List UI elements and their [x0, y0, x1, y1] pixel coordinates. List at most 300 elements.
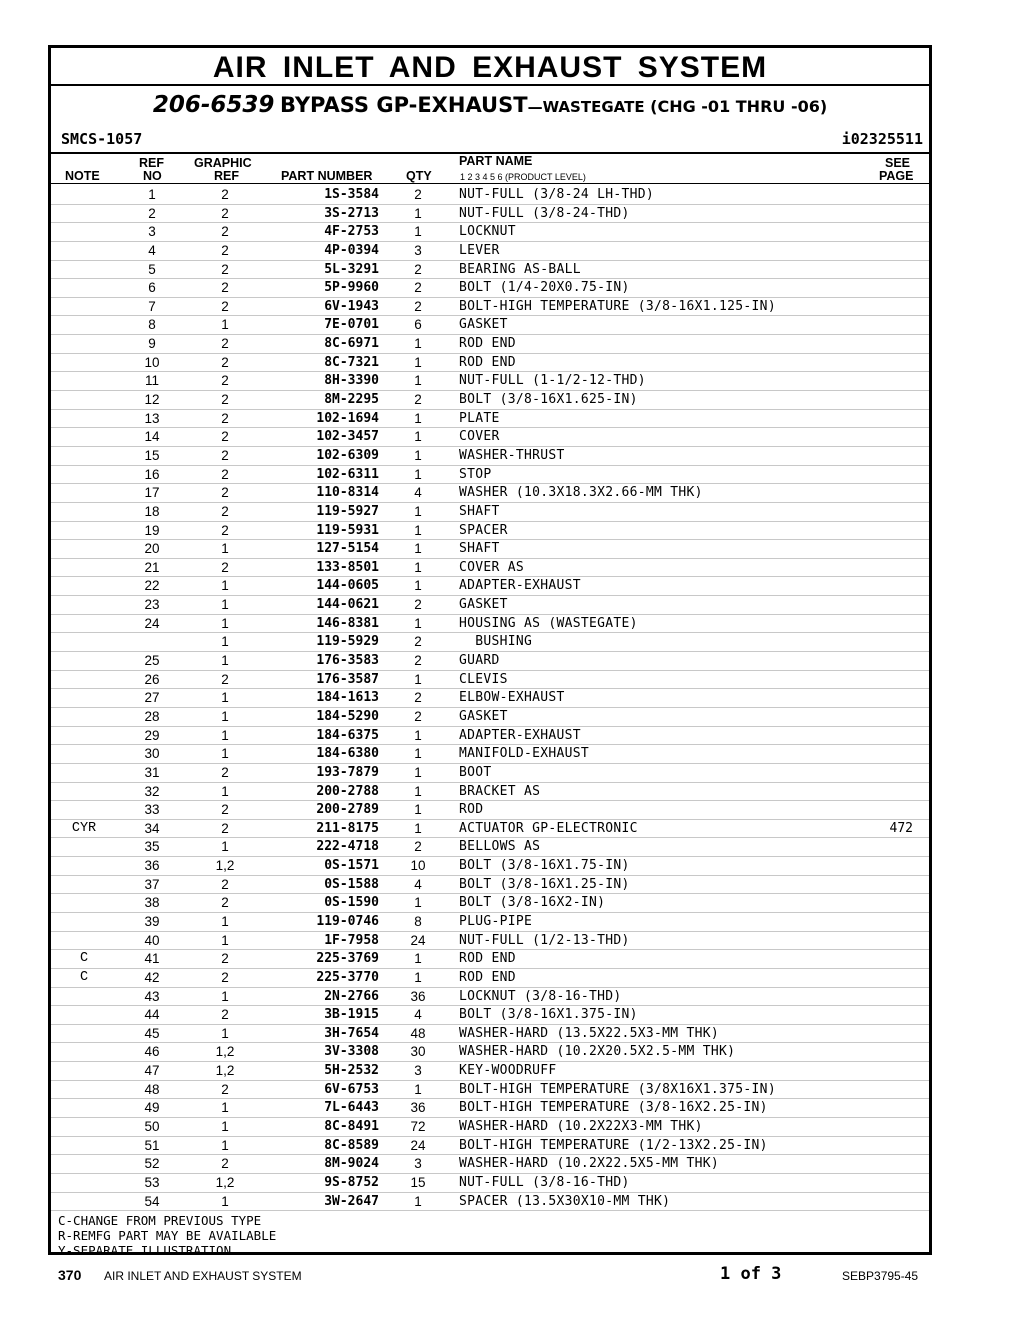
table-row — [51, 708, 929, 727]
row-ref-number: 10 — [144, 354, 160, 370]
row-ref-number: 4 — [148, 242, 156, 258]
row-graphic-ref: 2 — [221, 876, 229, 892]
row-quantity: 2 — [414, 298, 422, 314]
row-part-number: 0S-1588 — [324, 876, 379, 892]
row-part-number: 3W-2647 — [324, 1193, 379, 1209]
row-part-number: 8M-2295 — [324, 392, 379, 408]
table-row — [51, 652, 929, 671]
row-part-name: BELLOWS AS — [459, 839, 541, 855]
row-part-name: ROD END — [459, 354, 516, 370]
row-part-number: 176-3587 — [316, 671, 379, 687]
table-row — [51, 428, 929, 447]
row-part-number: 211-8175 — [316, 820, 379, 836]
row-part-number: 176-3583 — [316, 653, 379, 669]
row-quantity: 2 — [414, 261, 422, 277]
row-part-number: 200-2789 — [316, 802, 379, 818]
row-graphic-ref: 1 — [221, 1193, 229, 1209]
row-ref-number: 5 — [148, 261, 156, 277]
row-quantity: 1 — [414, 671, 422, 687]
row-part-number: 144-0605 — [316, 578, 379, 594]
row-part-number: 8C-8491 — [324, 1119, 379, 1135]
row-graphic-ref: 2 — [221, 503, 229, 519]
table-row — [51, 1081, 929, 1100]
row-ref-number: 52 — [144, 1156, 160, 1172]
row-ref-number: 48 — [144, 1081, 160, 1097]
parts-list-frame — [48, 45, 932, 1258]
row-ref-number: 11 — [144, 373, 159, 389]
row-graphic-ref: 2 — [221, 261, 229, 277]
row-part-number: 184-6380 — [316, 746, 379, 762]
row-part-name: WASHER-HARD (13.5X22.5X3-MM THK) — [459, 1025, 720, 1041]
row-ref-number: 40 — [144, 932, 160, 948]
col-header-graphic-top: GRAPHIC — [194, 156, 252, 170]
row-part-name: GASKET — [459, 597, 508, 613]
row-part-number: 4P-0394 — [324, 242, 379, 258]
table-row — [51, 522, 929, 541]
row-graphic-ref: 2 — [221, 951, 229, 967]
row-part-name: COVER AS — [459, 559, 525, 575]
table-row — [51, 1193, 929, 1212]
row-graphic-ref: 1,2 — [215, 1044, 235, 1060]
row-graphic-ref: 1 — [221, 913, 229, 929]
row-quantity: 4 — [414, 1007, 422, 1023]
row-quantity: 1 — [414, 541, 422, 557]
row-part-number: 0S-1590 — [324, 895, 379, 911]
row-ref-number: 53 — [144, 1174, 160, 1190]
table-row — [51, 1062, 929, 1081]
row-part-number: 119-5927 — [316, 503, 379, 519]
row-graphic-ref: 1 — [221, 615, 229, 631]
row-see-page: 472 — [889, 820, 913, 836]
row-part-name: SPACER (13.5X30X10-MM THK) — [459, 1193, 671, 1209]
row-part-number: 1S-3584 — [324, 187, 379, 202]
row-note: C — [79, 969, 89, 985]
row-graphic-ref: 1 — [221, 578, 229, 594]
row-part-number: 193-7879 — [316, 764, 379, 780]
row-quantity: 1 — [414, 802, 422, 818]
row-part-name: NUT-FULL (1/2-13-THD) — [459, 932, 630, 948]
row-quantity: 48 — [410, 1025, 426, 1041]
row-graphic-ref: 1 — [221, 932, 229, 948]
row-ref-number: 27 — [144, 690, 160, 706]
row-quantity: 1 — [414, 1193, 422, 1209]
row-graphic-ref: 1 — [221, 708, 229, 724]
row-part-number: 184-5290 — [316, 708, 379, 724]
row-graphic-ref: 1,2 — [215, 1174, 235, 1190]
row-quantity: 1 — [414, 354, 422, 370]
row-quantity: 24 — [410, 932, 426, 948]
row-quantity: 2 — [414, 392, 422, 408]
group-heading — [51, 92, 929, 118]
col-header-see-top: SEE — [885, 156, 911, 170]
row-part-number: 3H-7654 — [324, 1025, 379, 1041]
row-quantity: 1 — [414, 447, 422, 463]
table-row — [51, 913, 929, 932]
row-quantity: 1 — [414, 410, 422, 426]
row-part-number: 102-3457 — [316, 429, 379, 445]
group-part-name: BYPASS GP-EXHAUST — [279, 93, 528, 117]
table-row — [51, 969, 929, 988]
row-quantity: 1 — [414, 783, 422, 799]
row-part-number: 9S-8752 — [324, 1174, 379, 1190]
table-row — [51, 279, 929, 298]
row-quantity: 1 — [414, 522, 422, 538]
table-row — [51, 801, 929, 820]
row-ref-number: 6 — [148, 280, 156, 296]
row-graphic-ref: 2 — [221, 522, 229, 538]
footer-section-title: AIR INLET AND EXHAUST SYSTEM — [104, 1269, 302, 1283]
row-graphic-ref: 1 — [221, 317, 229, 333]
row-part-name: BOOT — [459, 764, 492, 780]
row-ref-number: 42 — [144, 969, 160, 985]
row-graphic-ref: 2 — [221, 429, 229, 445]
row-ref-number: 38 — [144, 895, 160, 911]
row-graphic-ref: 2 — [221, 1156, 229, 1172]
row-ref-number: 39 — [144, 913, 160, 929]
row-graphic-ref: 1 — [221, 690, 229, 706]
row-ref-number: 18 — [144, 503, 160, 519]
row-part-number: 3B-1915 — [324, 1007, 379, 1023]
table-row — [51, 764, 929, 783]
col-header-part-name: PART NAME — [459, 154, 533, 168]
table-row — [51, 633, 929, 652]
table-row — [51, 261, 929, 280]
row-part-name: KEY-WOODRUFF — [459, 1063, 557, 1079]
row-quantity: 30 — [410, 1044, 426, 1060]
table-row — [51, 932, 929, 951]
row-ref-number: 50 — [144, 1119, 160, 1135]
table-row — [51, 298, 929, 317]
row-graphic-ref: 2 — [221, 298, 229, 314]
row-part-number: 184-1613 — [316, 690, 379, 706]
row-graphic-ref: 2 — [221, 447, 229, 463]
row-part-name: BEARING AS-BALL — [459, 261, 581, 277]
row-part-number: 146-8381 — [316, 615, 379, 631]
row-quantity: 1 — [414, 1081, 422, 1097]
row-ref-number: 12 — [144, 392, 160, 408]
col-header-product-level: 1 2 3 4 5 6 (PRODUCT LEVEL) — [460, 172, 586, 182]
table-row — [51, 1174, 929, 1193]
row-part-name: SPACER — [459, 522, 508, 538]
row-quantity: 1 — [414, 764, 422, 780]
row-graphic-ref: 2 — [221, 373, 229, 389]
row-part-name: WASHER (10.3X18.3X2.66-MM THK) — [459, 485, 703, 501]
row-quantity: 3 — [414, 1063, 422, 1079]
row-graphic-ref: 2 — [221, 559, 229, 575]
row-quantity: 2 — [414, 634, 422, 650]
row-quantity: 2 — [414, 708, 422, 724]
row-quantity: 4 — [414, 485, 422, 501]
footer-doc-number: SEBP3795-45 — [842, 1269, 919, 1283]
table-row — [51, 1025, 929, 1044]
table-row — [51, 1099, 929, 1118]
legend-item: R-REMFG PART MAY BE AVAILABLE — [58, 1228, 277, 1243]
row-note: CYR — [71, 820, 97, 836]
row-quantity: 6 — [414, 317, 422, 333]
table-row — [51, 242, 929, 261]
row-part-name: NUT-FULL (3/8-24 LH-THD) — [459, 187, 655, 202]
row-part-name: BUSHING — [459, 634, 533, 650]
row-quantity: 1 — [414, 224, 422, 240]
row-part-number: 5H-2532 — [324, 1063, 379, 1079]
row-part-number: 225-3769 — [316, 951, 379, 967]
row-part-number: 127-5154 — [316, 541, 379, 557]
row-ref-number: 23 — [144, 597, 160, 613]
row-part-number: 8C-8589 — [324, 1137, 379, 1153]
col-header-note: NOTE — [65, 169, 100, 183]
row-quantity: 2 — [414, 653, 422, 669]
row-quantity: 1 — [414, 578, 422, 594]
row-graphic-ref: 1 — [221, 653, 229, 669]
row-quantity: 1 — [414, 559, 422, 575]
table-row — [51, 447, 929, 466]
row-quantity: 1 — [414, 429, 422, 445]
row-graphic-ref: 1 — [221, 783, 229, 799]
legend-item: Y-SEPARATE ILLUSTRATION — [58, 1243, 232, 1258]
row-part-number: 8C-6971 — [324, 336, 379, 352]
row-part-name: BOLT-HIGH TEMPERATURE (1/2-13X2.25-IN) — [459, 1137, 768, 1153]
row-part-number: 144-0621 — [316, 597, 379, 613]
row-ref-number: 22 — [144, 578, 160, 594]
row-ref-number: 49 — [144, 1100, 160, 1116]
row-ref-number: 28 — [144, 708, 160, 724]
row-part-name: GASKET — [459, 708, 508, 724]
row-graphic-ref: 1 — [221, 1100, 229, 1116]
row-graphic-ref: 2 — [221, 1007, 229, 1023]
row-ref-number: 20 — [144, 541, 160, 557]
table-row — [51, 820, 929, 839]
document-id: i02325511 — [841, 130, 923, 148]
row-ref-number: 35 — [144, 839, 160, 855]
table-row — [51, 876, 929, 895]
group-part-number: 206-6539 — [152, 92, 275, 118]
table-row — [51, 577, 929, 596]
row-ref-number: 32 — [144, 783, 160, 799]
row-part-name: STOP — [459, 466, 492, 482]
col-header-see-bottom: PAGE — [879, 169, 914, 183]
row-ref-number: 21 — [144, 559, 160, 575]
table-row — [51, 559, 929, 578]
row-part-name: NUT-FULL (3/8-16-THD) — [459, 1174, 630, 1190]
row-graphic-ref: 1 — [221, 634, 229, 650]
row-ref-number: 3 — [148, 224, 156, 240]
table-row — [51, 857, 929, 876]
row-graphic-ref: 2 — [221, 336, 229, 352]
row-quantity: 1 — [414, 895, 422, 911]
row-part-number: 5P-9960 — [324, 280, 379, 296]
row-part-number: 8M-9024 — [324, 1156, 379, 1172]
row-graphic-ref: 2 — [221, 820, 229, 836]
row-ref-number: 33 — [144, 802, 160, 818]
table-row — [51, 1006, 929, 1025]
row-quantity: 4 — [414, 876, 422, 892]
row-quantity: 24 — [410, 1137, 426, 1153]
table-row — [51, 615, 929, 634]
col-header-qty: QTY — [406, 169, 432, 183]
row-quantity: 72 — [410, 1119, 426, 1135]
row-part-name: MANIFOLD-EXHAUST — [459, 746, 590, 762]
col-header-graphic-bottom: REF — [214, 169, 239, 183]
row-ref-number: 13 — [144, 410, 160, 426]
row-part-number: 7E-0701 — [324, 317, 379, 333]
row-part-name: WASHER-HARD (10.2X20.5X2.5-MM THK) — [459, 1044, 736, 1060]
row-part-number: 8H-3390 — [324, 373, 379, 389]
row-ref-number: 36 — [144, 858, 160, 874]
legend-item: C-CHANGE FROM PREVIOUS TYPE — [58, 1213, 262, 1228]
row-part-number: 200-2788 — [316, 783, 379, 799]
row-part-name: ROD — [459, 802, 484, 818]
table-row — [51, 391, 929, 410]
row-ref-number: 16 — [144, 466, 160, 482]
table-row — [51, 727, 929, 746]
row-part-number: 102-6309 — [316, 447, 379, 463]
row-ref-number: 24 — [144, 615, 160, 631]
row-part-number: 0S-1571 — [324, 858, 379, 874]
row-part-name: LEVER — [459, 242, 500, 258]
row-graphic-ref: 1,2 — [215, 858, 235, 874]
row-ref-number: 9 — [148, 336, 156, 352]
row-part-name: ELBOW-EXHAUST — [459, 690, 565, 706]
row-part-name: BOLT-HIGH TEMPERATURE (3/8-16X2.25-IN) — [459, 1100, 768, 1116]
row-quantity: 36 — [410, 988, 426, 1004]
row-ref-number: 17 — [144, 485, 160, 501]
table-row — [51, 1118, 929, 1137]
row-quantity: 10 — [410, 858, 426, 874]
row-graphic-ref: 2 — [221, 224, 229, 240]
table-row — [51, 988, 929, 1007]
footer-page-of: 1 of 3 — [720, 1264, 782, 1284]
table-row — [51, 950, 929, 969]
row-ref-number: 26 — [144, 671, 160, 687]
row-graphic-ref: 1 — [221, 1025, 229, 1041]
row-part-name: BOLT (3/8-16X1.25-IN) — [459, 876, 630, 892]
row-part-number: 4F-2753 — [324, 224, 379, 240]
row-graphic-ref: 2 — [221, 187, 229, 202]
row-quantity: 1 — [414, 466, 422, 482]
row-ref-number: 43 — [144, 988, 160, 1004]
row-part-number: 119-5929 — [316, 634, 379, 650]
row-part-number: 102-6311 — [316, 466, 379, 482]
table-row — [51, 745, 929, 764]
row-part-name: NUT-FULL (1-1/2-12-THD) — [459, 373, 646, 389]
row-part-name: CLEVIS — [459, 671, 508, 687]
row-graphic-ref: 2 — [221, 895, 229, 911]
row-part-number: 102-1694 — [316, 410, 379, 426]
row-graphic-ref: 2 — [221, 1081, 229, 1097]
row-part-name: BOLT (3/8-16X2-IN) — [459, 895, 606, 911]
row-ref-number: 8 — [148, 317, 156, 333]
row-graphic-ref: 2 — [221, 802, 229, 818]
table-row — [51, 838, 929, 857]
row-quantity: 1 — [414, 746, 422, 762]
row-graphic-ref: 1 — [221, 727, 229, 743]
row-graphic-ref: 1 — [221, 746, 229, 762]
row-quantity: 1 — [414, 969, 422, 985]
row-part-name: GASKET — [459, 317, 508, 333]
row-part-number: 6V-6753 — [324, 1081, 379, 1097]
row-part-name: BOLT (3/8-16X1.375-IN) — [459, 1007, 638, 1023]
row-part-number: 184-6375 — [316, 727, 379, 743]
row-part-name: ADAPTER-EXHAUST — [459, 727, 581, 743]
table-row — [51, 689, 929, 708]
parts-table-body — [51, 186, 929, 1211]
row-quantity: 2 — [414, 597, 422, 613]
row-quantity: 1 — [414, 503, 422, 519]
row-ref-number: 14 — [144, 429, 160, 445]
table-row — [51, 783, 929, 802]
row-ref-number: 29 — [144, 727, 160, 743]
row-graphic-ref: 1 — [221, 988, 229, 1004]
row-quantity: 3 — [414, 1156, 422, 1172]
row-part-name: LOCKNUT (3/8-16-THD) — [459, 988, 622, 1004]
col-header-ref-bottom: NO — [143, 169, 162, 183]
row-quantity: 36 — [410, 1100, 426, 1116]
table-row — [51, 596, 929, 615]
row-ref-number: 37 — [144, 876, 160, 892]
row-ref-number: 7 — [148, 298, 156, 314]
row-graphic-ref: 2 — [221, 242, 229, 258]
table-row — [51, 1043, 929, 1062]
row-graphic-ref: 2 — [221, 485, 229, 501]
table-row — [51, 540, 929, 559]
table-row — [51, 223, 929, 242]
table-row — [51, 484, 929, 503]
col-header-part-number: PART NUMBER — [281, 169, 373, 183]
row-part-name: BOLT (3/8-16X1.625-IN) — [459, 392, 638, 408]
row-graphic-ref: 2 — [221, 466, 229, 482]
row-quantity: 1 — [414, 205, 422, 221]
row-quantity: 1 — [414, 615, 422, 631]
row-part-name: BOLT-HIGH TEMPERATURE (3/8-16X1.125-IN) — [459, 298, 776, 314]
row-graphic-ref: 1 — [221, 541, 229, 557]
row-part-name: ACTUATOR GP-ELECTRONIC — [459, 820, 638, 836]
row-graphic-ref: 1 — [221, 597, 229, 613]
row-part-number: 119-5931 — [316, 522, 379, 538]
table-row — [51, 372, 929, 391]
row-ref-number: 54 — [144, 1193, 160, 1209]
table-row — [51, 186, 929, 205]
row-part-name: GUARD — [459, 653, 500, 669]
row-part-name: WASHER-HARD (10.2X22.5X5-MM THK) — [459, 1156, 720, 1172]
row-graphic-ref: 1,2 — [215, 1063, 235, 1079]
row-part-name: PLATE — [459, 410, 500, 426]
row-part-number: 7L-6443 — [324, 1100, 379, 1116]
row-part-name: LOCKNUT — [459, 224, 516, 240]
row-part-name: ROD END — [459, 969, 516, 985]
row-ref-number: 51 — [144, 1137, 160, 1153]
row-part-name: BOLT (1/4-20X0.75-IN) — [459, 280, 630, 296]
row-graphic-ref: 1 — [221, 839, 229, 855]
table-row — [51, 1137, 929, 1156]
row-quantity: 1 — [414, 820, 422, 836]
row-quantity: 1 — [414, 373, 422, 389]
row-part-name: ROD END — [459, 951, 516, 967]
row-graphic-ref: 2 — [221, 671, 229, 687]
row-part-number: 222-4718 — [316, 839, 379, 855]
row-part-name: BRACKET AS — [459, 783, 541, 799]
row-quantity: 2 — [414, 280, 422, 296]
row-ref-number: 25 — [144, 653, 160, 669]
table-row — [51, 354, 929, 373]
smcs-code: SMCS-1057 — [61, 130, 143, 148]
row-ref-number: 15 — [144, 447, 160, 463]
footer-page-number: 370 — [58, 1267, 82, 1283]
row-quantity: 3 — [414, 242, 422, 258]
row-part-number: 3V-3308 — [324, 1044, 379, 1060]
row-part-name: NUT-FULL (3/8-24-THD) — [459, 205, 630, 221]
row-note: C — [79, 951, 89, 967]
row-quantity: 1 — [414, 336, 422, 352]
